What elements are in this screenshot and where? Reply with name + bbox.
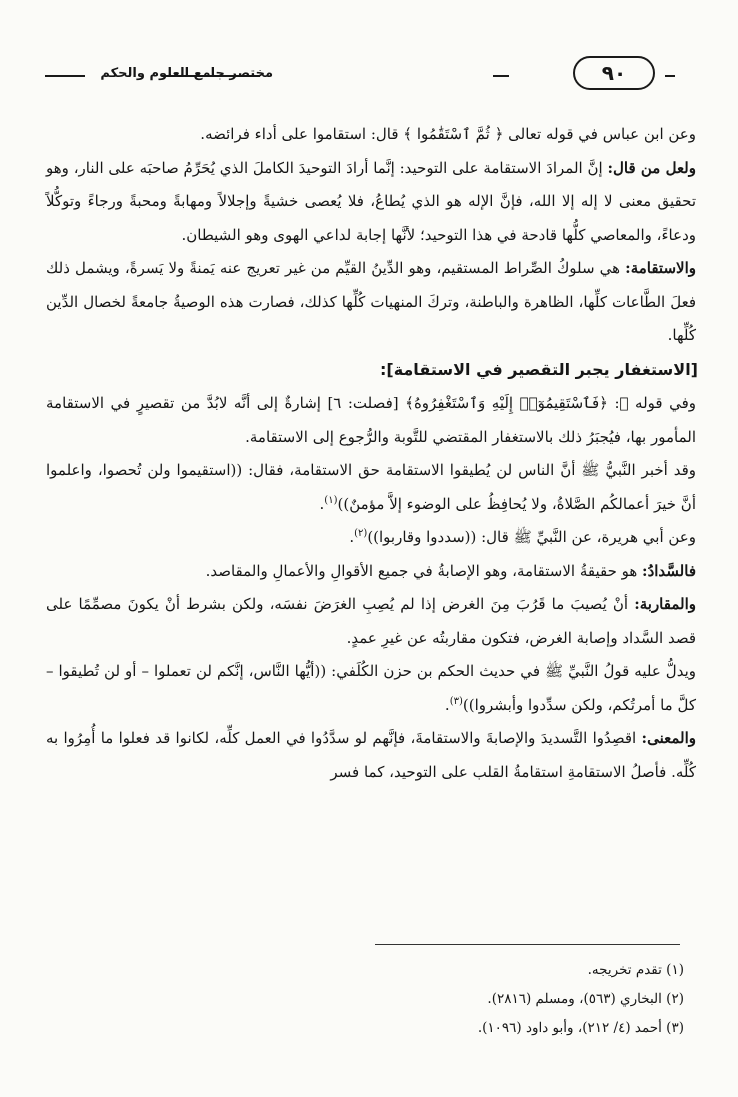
paragraph: والمقاربة: أنْ يُصيبَ ما قَرُبَ مِنَ الغرض إذا لم يُصِبِ الغرَضَ نفسَه، ولكن بشرط أنْ يكونَ مصمِّمًا على قصد السَّداد وإصابة الغرض، فتكون مقاربتُه عن غيرِ عمدٍ. xyxy=(46,595,696,647)
main-text xyxy=(46,118,696,789)
footnote: (٣) أحمد (٤/ ٢١٢)، وأبو داود (١٠٩٦). xyxy=(477,1020,684,1036)
lead-phrase: والاستقامة: xyxy=(625,259,696,277)
paragraph: وقد أخبر النَّبيُّ ﷺ أنَّ الناس لن يُطيقوا الاستقامة حق الاستقامة، فقال: ((استقيموا ولن تُحصوا، واعلموا أنَّ خيرَ أعمالكُم الصَّلاةُ، ولا يُحافِظُ على الوضوء إلاَّ مؤمنٌ))$^{(١)}$. xyxy=(46,461,696,513)
header-rule xyxy=(45,75,85,77)
section-heading: [الاستغفار يجبر التقصير في الاستقامة]: xyxy=(379,359,698,379)
lead-phrase: ولعل من قال: xyxy=(607,158,696,177)
footnote-ref[interactable]: (٢) xyxy=(354,528,368,539)
page-header xyxy=(45,52,693,100)
running-title: مختصر جامع العلوم والحكم xyxy=(100,66,273,81)
paragraph: وعن ابن عباس في قوله تعالى ﴿ ثُمَّ ٱسْتَقَٰمُوا ﴾ قال: استقاموا على أداء فرائضه. xyxy=(200,125,696,143)
paragraph: فالسَّدادُ: هو حقيقةُ الاستقامة، وهو الإصابةُ في جميع الأقوالِ والأعمالِ والمقاصد. xyxy=(205,561,696,580)
page-number: ٩٠ xyxy=(573,56,655,90)
lead-phrase: فالسَّدادُ: xyxy=(642,561,696,580)
lead-phrase: والمقاربة: xyxy=(634,595,696,613)
footnote-ref[interactable]: (٣) xyxy=(449,695,463,707)
paragraph: والاستقامة: هي سلوكُ الصِّراط المستقيم، وهو الدِّينُ القيِّم من غير تعريج عنه يَمنةً ولا يَسرةً، ويشمل ذلك فعلَ الطَّاعات كلِّها، الظاهرة والباطنة، وتركَ المنهيات كُلِّها كذلك، فصارت هذه الوصيةُ جامعةً لخصال الدِّين كُلِّها. xyxy=(46,259,696,344)
lead-phrase: والمعنى: xyxy=(641,729,696,747)
paragraph: وعن أبي هريرة، عن النَّبيِّ ﷺ قال: ((سددوا وقاربوا))$^{(٢)}$. xyxy=(349,528,696,546)
paragraph: ويدلُّ عليه قولُ النَّبيِّ ﷺ في حديث الحكم بن حزن الكُلَفي: ((أيُّها النَّاس، إنَّكم لن تعملوا – أو لن تُطيقوا – كلَّ ما أمرتُكم، ولكن سدِّدوا وأبشروا))$^{(٣)}$. xyxy=(46,662,696,714)
header-rule xyxy=(493,75,509,77)
paragraph: ولعل من قال: إنَّ المرادَ الاستقامة على التوحيد: إنَّما أرادَ التوحيدَ الكاملَ الذي يُحَرِّمُ صاحبَه على النار، وهو تحقيق معنى لا إله إلا الله، فإنَّ الإله هو الذي يُطاعُ، فلا يُعصى خشيةً وإجلالاً ومهابةً ومحبةً ورجاءً وتوكُّلاً ودعاءً، والمعاصي كلُّها قادحة في هذا التوحيد؛ لأنَّها إجابة لداعي الهوى وهو الشيطان. xyxy=(46,158,696,244)
footnotes xyxy=(478,956,684,1043)
paragraph: وفي قوله ﷺ: ﴿فَٱسْتَقِيمُوٓا۟ إِلَيْهِ وَٱسْتَغْفِرُوهُ﴾ [فصلت: ٦] إشارةٌ إلى أنَّه لابُدَّ من تقصيرٍ في الاستقامة المأمور بها، فيُجبَرُ ذلك بالاستغفار المقتضي للتَّوبة والرُّجوع إلى الاستقامة. xyxy=(46,394,696,446)
paragraph: والمعنى: اقصِدُوا التَّسديدَ والإصابةَ والاستقامةَ، فإنَّهم لو سدَّدُوا في العمل كلِّه، لكانوا قد فعلوا ما أُمِرُوا به كُلِّه. فأصلُ الاستقامةِ استقامةُ القلب على التوحيد، كما فسر xyxy=(46,729,696,781)
footnote: (٢) البخاري (٥٦٣)، ومسلم (٢٨١٦). xyxy=(487,991,684,1007)
footnote-ref[interactable]: (١) xyxy=(324,494,338,506)
footnote: (١) تقدم تخريجه. xyxy=(587,962,684,978)
header-rule xyxy=(665,75,675,77)
footnote-divider xyxy=(375,944,680,945)
